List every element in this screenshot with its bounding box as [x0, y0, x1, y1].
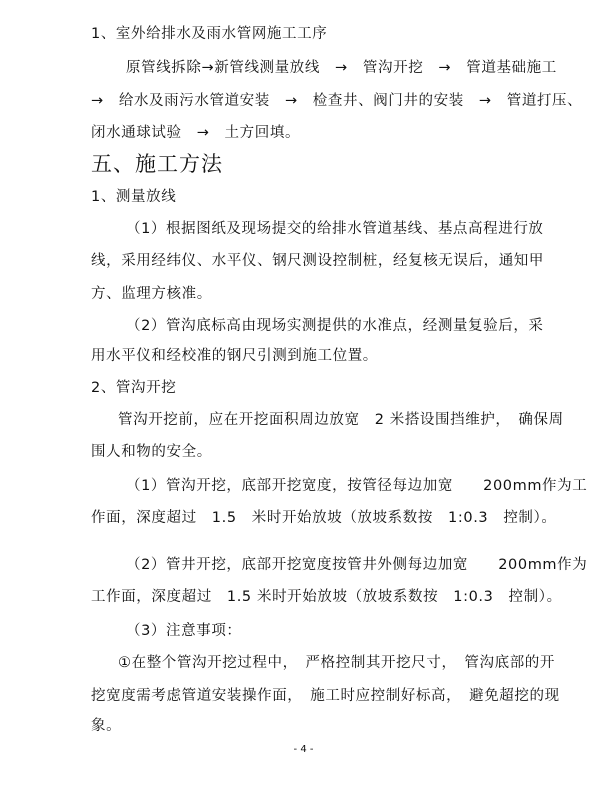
subsection-heading: 1、室外给排水及雨水管网施工工序 [91, 26, 328, 42]
paragraph-line: 原管线拆除→新管线测量放线 → 管沟开挖 → 管道基础施工 [126, 60, 557, 76]
paragraph-line: → 给水及雨污水管道安装 → 检查井、阀门井的安装 → 管道打压、 [91, 93, 583, 109]
paragraph-line: 挖宽度需考虑管道安装操作面， 施工时应控制好标高， 避免超挖的现 [91, 688, 560, 704]
subsection-heading: 1、测量放线 [91, 189, 177, 205]
paragraph-line: 工作面，深度超过 1.5 米时开始放坡（放坡系数按 1:0.3 控制）。 [91, 589, 562, 605]
page-number: - 4 - [293, 744, 314, 755]
paragraph-line: ①在整个管沟开挖过程中， 严格控制其开挖尺寸， 管沟底部的开 [118, 655, 555, 671]
section-heading: 五、施工方法 [91, 152, 223, 176]
subsection-heading: 2、管沟开挖 [91, 380, 177, 396]
paragraph-line: 作面，深度超过 1.5 米时开始放坡（放坡系数按 1:0.3 控制）。 [91, 510, 557, 526]
paragraph-line: （2）管沟底标高由现场实测提供的水准点，经测量复验后，采 [126, 318, 544, 334]
paragraph-line: （2）管井开挖，底部开挖宽度按管井外侧每边加宽 200mm作为 [126, 557, 588, 573]
paragraph-line: 围人和物的安全。 [91, 444, 212, 460]
paragraph-line: （1）根据图纸及现场提交的给排水管道基线、基点高程进行放 [126, 221, 544, 237]
paragraph-line: 象。 [91, 718, 122, 734]
paragraph-line: （3）注意事项： [126, 623, 242, 639]
paragraph-line: 闭水通球试验 → 土方回填。 [91, 125, 301, 141]
paragraph-line: （1）管沟开挖，底部开挖宽度，按管径每边加宽 200mm作为工 [126, 478, 588, 494]
paragraph-line: 用水平仪和经校准的钢尺引测到施工位置。 [91, 348, 378, 364]
paragraph-line: 方、监理方核准。 [91, 286, 212, 302]
paragraph-line: 管沟开挖前，应在开挖面积周边放宽 2 米搭设围挡维护， 确保周 [118, 412, 564, 428]
paragraph-line: 线，采用经纬仪、水平仪、钢尺测设控制桩，经复核无误后，通知甲 [91, 253, 544, 269]
